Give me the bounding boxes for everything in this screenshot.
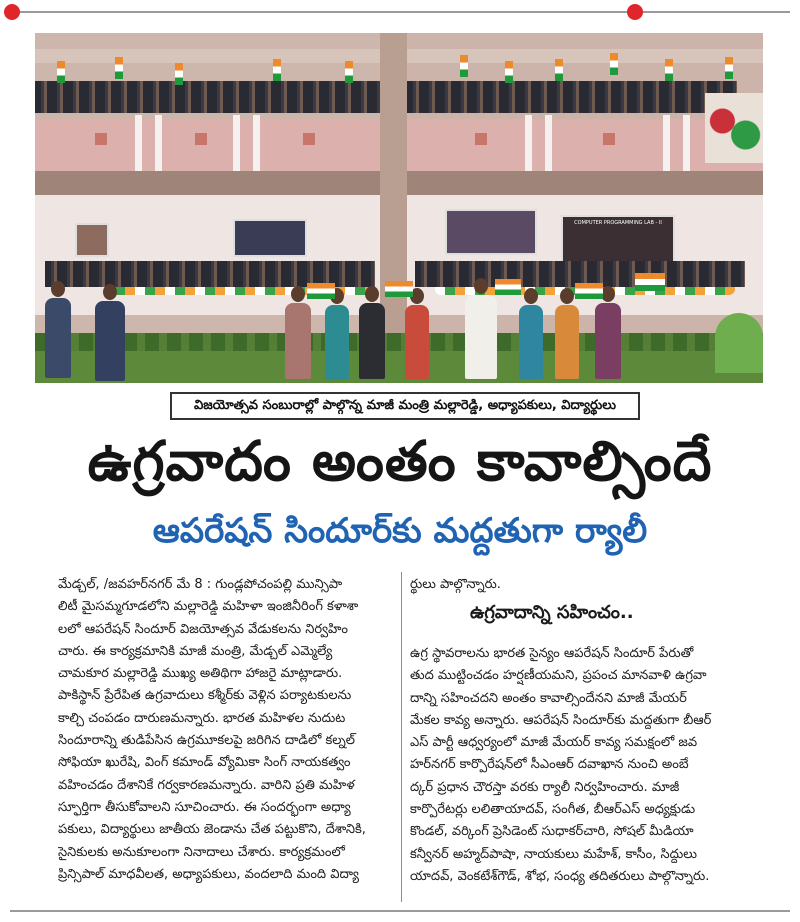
- lawn: [35, 351, 763, 383]
- body-line: హర్‌నగర్ కార్పొరేషన్‌లో సీఎంఆర్ దవాఖాన నుంచి అంబే: [410, 757, 689, 773]
- article-left-column: [58, 574, 394, 886]
- body-line: చామకూర మల్లారెడ్డి ముఖ్య అతిథిగా హాజరై మాట్లాడారు.: [58, 666, 343, 682]
- portrait-frame: [75, 223, 109, 257]
- body-line: మేకల కావ్య అన్నారు. ఆపరేషన్ సిందూర్‌కు మద్దతుగా బీఆర్: [410, 712, 712, 728]
- body-line: కొండల్, వర్కింగ్ ప్రెసిడెంట్ సుధాకర్‌చారి, సోషల్ మీడియా: [410, 824, 694, 840]
- flag-icon: [635, 273, 665, 291]
- flag-icon: [307, 283, 335, 299]
- flag-icon: [345, 61, 353, 83]
- flag-icon: [273, 59, 281, 81]
- crowd-upper-right: [407, 81, 737, 113]
- article-right-column: [410, 643, 762, 888]
- flag-icon: [495, 279, 521, 295]
- person: [325, 305, 349, 379]
- body-line: లిటీ మైసమ్మగూడలోని మల్లారెడ్డి మహిళా ఇంజినీరింగ్ కళాశా: [58, 599, 359, 615]
- body-line: పకులు, విద్యార్థులు జాతీయ జెండాను చేత పట్టుకొని, దేశానికి,: [58, 822, 366, 838]
- body-line: సోఫియా ఖురేషి, వింగ్ కమాండ్ వ్యోమికా సింగ్ నాయకత్వం: [58, 755, 351, 771]
- person: [405, 305, 429, 379]
- person: [555, 305, 579, 379]
- flag-icon: [115, 57, 123, 79]
- person: [519, 305, 543, 379]
- body-line: స్ఫూర్తిగా తీసుకోవాలని సూచించారు. ఈ సందర్భంగా అధ్యా: [58, 799, 351, 815]
- bottom-rule: [10, 910, 790, 912]
- section-subheading: ఉగ్రవాదాన్ని సహించం..: [470, 602, 634, 623]
- person: [285, 303, 311, 379]
- body-line: వహించడం దేశానికే గర్వకారణమన్నారు. వారిని ప్రతి మహిళ: [58, 777, 355, 793]
- person: [359, 303, 385, 379]
- body-line: తుద ముట్టించడం హర్షణీయమని, ప్రపంచ మానవాళి ఉగ్రవా: [410, 668, 707, 684]
- left-red-dot-marker: [4, 4, 20, 20]
- body-line: కన్వీనర్ అహ్మద్‌పాషా, నాయకులు మహేశ్, కాసీం, సిద్దులు: [410, 846, 698, 862]
- lab-sign: COMPUTER PROGRAMMING LAB - II: [574, 220, 662, 226]
- body-line: సైనికులకు అనుకూలంగా నినాదాలు చేశారు. కార్యక్రమంలో: [58, 844, 345, 860]
- flag-icon: [385, 281, 413, 297]
- flag-icon: [175, 63, 183, 85]
- flag-icon: [460, 55, 468, 77]
- person: [45, 298, 71, 378]
- body-line: సిందూరాన్ని తుడిపేసిన ఉగ్రమూకలపై జరిగిన దాడిలో కల్నల్: [58, 733, 355, 749]
- body-line: ఎస్ పార్టీ ఆధ్వర్యంలో మాజీ మేయర్ కావ్య సమక్షంలో జవ: [410, 735, 698, 751]
- person: [595, 303, 621, 379]
- body-line: ర్థులు పాల్గొన్నారు.: [410, 577, 501, 592]
- news-photo: [35, 33, 763, 383]
- body-line: లలో ఆపరేషన్ సిందూర్ విజయోత్సవ వేడుకలను నిర్వహిం: [58, 621, 348, 637]
- crowd-upper-left: [35, 81, 380, 113]
- potted-plant: [715, 313, 763, 373]
- body-line: ప్రిన్సిపాల్ మాధవీలత, అధ్యాపకులు, వందలాది మంది విద్యా: [58, 866, 359, 882]
- body-line: ద్కర్ ప్రధాన చౌరస్తా వరకు ర్యాలీ నిర్వహించారు. మాజీ: [410, 779, 680, 795]
- flag-icon: [575, 283, 603, 299]
- top-rule: [10, 11, 790, 13]
- body-line: కాల్చి చంపడం దారుణమన్నారు. భారత మహిళల నుదుట: [58, 710, 346, 726]
- subheadline: ఆపరేషన్ సిందూర్‌కు మద్దతుగా ర్యాలీ: [152, 511, 648, 551]
- person: [95, 301, 125, 381]
- person-chief-guest: [465, 295, 497, 379]
- flag-icon: [725, 57, 733, 79]
- body-line: మేడ్చల్, /జవహర్‌నగర్ మే 8 : గుండ్లపోచంపల్లి మున్సిపా: [58, 577, 343, 592]
- flag-icon: [555, 59, 563, 81]
- poster-board: [233, 219, 307, 257]
- flag-icon: [610, 53, 618, 75]
- flag-icon: [505, 61, 513, 83]
- right-red-dot-marker: [627, 4, 643, 20]
- notice-board: [445, 209, 537, 255]
- body-line: కార్పొరేటర్లు లలితాయాదవ్, సంగీత, బీఆర్ఎస్ అధ్యక్షుడు: [410, 802, 696, 818]
- hedge: [35, 333, 763, 353]
- body-line: ఉగ్ర స్థావరాలను భారత సైన్యం ఆపరేషన్ సిందూర్ పేరుతో: [410, 646, 694, 661]
- body-line: దాన్ని సహించదని అంతం కావాల్సిందేనని మాజీ మేయర్: [410, 690, 687, 706]
- body-line: యాదవ్, వెంకటేశ్‌గౌడ్, శోభ, సంధ్య తదితరులు పాల్గొన్నారు.: [410, 868, 710, 884]
- article-right-column-top: [410, 574, 762, 596]
- body-line: పాకిస్థాన్ ప్రేరేపిత ఉగ్రవాదులు కశ్మీర్‌కు వెళ్లిన పర్యాటకులను: [58, 688, 352, 704]
- flag-icon: [57, 61, 65, 83]
- column-divider: [401, 572, 402, 902]
- headline: ఉగ్రవాదం అంతం కావాల్సిందే: [87, 429, 713, 493]
- flag-icon: [665, 59, 673, 81]
- decoration-garland: [705, 93, 763, 163]
- photo-caption: విజయోత్సవ సంబురాల్లో పాల్గొన్న మాజీ మంత్రి మల్లారెడ్డి, అధ్యాపకులు, విద్యార్థులు: [170, 392, 640, 420]
- body-line: చారు. ఈ కార్యక్రమానికి మాజీ మంత్రి, మేడ్చల్ ఎమ్మెల్యే: [58, 643, 333, 659]
